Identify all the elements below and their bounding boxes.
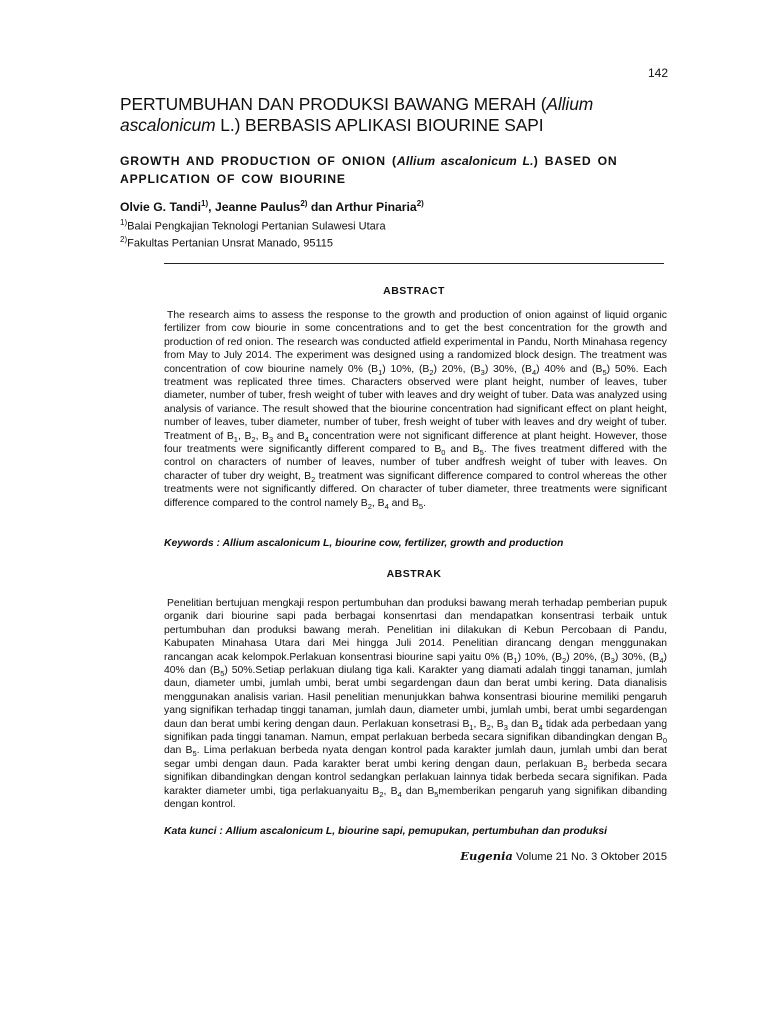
header-divider — [164, 263, 664, 264]
author-affil-mark: 2) — [300, 199, 308, 208]
affiliation-mark: 2) — [120, 235, 128, 244]
abstrak-heading: ABSTRAK — [386, 568, 442, 580]
page-number: 142 — [647, 66, 668, 80]
abstract-body: The research aims to assess the response to the growth and production of onion against of liquid organic fertilizer from cow biourie in some concentrations and to get the best concentration for the growth and production of red onion. The research was conducted atfield experimental in Pandu, North Minahasa regency from May to July 2014. The experiment was designed using a randomized block design. The treatment was concentration of cow biourine namely 0% $(B_1)$ 10%, $(B_2)$ 20%, $(B_3)$ 30%, $(B_4)$ 40% and $(B_5)$ 50%. Each treatment was replicated three times. Characters observed were plant height, number of leaves, tuber diameter, number of tuber, fresh weight of tuber with leaves and dry weight of tuber. Data was analyzed using analysis of variance. The result showed that the biourine concentration had significant effect on plant height, number of leaves, tuber diameter, number of tuber, fresh weight of tuber with leaves and dry weight of tuber. Treatment of $B_1$, $B_2$, $B_3$ and $B_4$ concentration were not significant difference at plant height. However, those four treatments were significantly different compared to $B_0$ and $B_5$. The fives treatment differed with the control on characters of number of leaves, number of tuber andfresh weight of tuber with leaves. On character of tuber dry weight, $B_2$ treatment was significant difference compared to control whereas the other treatments were not significantly differed. On character of tuber diameter, three treatments were significant difference compared to the control namely $B_2$, $B_4$ and $B_5$. — [164, 310, 667, 511]
title-id-post: L.) BERBASIS APLIKASI BIOURINE SAPI — [215, 115, 544, 135]
journal-name: Eugenia — [460, 849, 513, 863]
title-english — [120, 152, 680, 188]
author-list — [120, 199, 680, 214]
affiliation-text: Fakultas Pertanian Unsrat Manado, 95115 — [127, 237, 333, 250]
affiliation-mark: 1) — [120, 218, 128, 227]
title-id-scientific-name: Allium ascalonicum — [120, 94, 594, 135]
author-name: Jeanne Paulus — [214, 200, 301, 215]
title-id-pre: PERTUMBUHAN DAN PRODUKSI BAWANG MERAH ( — [120, 94, 547, 114]
journal-footer — [400, 849, 667, 863]
journal-citation: Volume 21 No. 3 Oktober 2015 — [512, 851, 667, 863]
author-affil-mark: 2) — [416, 199, 424, 208]
abstrak-keywords: Kata kunci : Allium ascalonicum L, biourine sapi, pemupukan, pertumbuhan dan produksi — [164, 826, 608, 837]
affiliation-2 — [120, 233, 333, 251]
author-affil-mark: 1) — [201, 199, 209, 208]
author-name: Arthur Pinaria — [335, 200, 417, 215]
abstrak-body: Penelitian bertujuan mengkaji respon pertumbuhan dan produksi bawang merah terhadap pemberian pupuk organik dari biourine sapi pada berbagai konsenrtasi dan mendapatkan konsentrasi terbaik untuk pertumbuhan dan produksi bawang merah. Penelitian ini dilakukan di Kebun Percobaan di Pandu, Kabupaten Minahasa Utara dari Mei hingga Juli 2014. Penelitian dirancang dengan menggunakan rancangan acak kelompok.Perlakuan konsentrasi biourine sapi yaitu 0% $(B_1)$ 10%, $(B_2)$ 20%, $(B_3)$ 30%, $(B_4)$ 40% dan $(B_5)$ 50%.Setiap perlakuan diulang tiga kali. Karakter yang diamati adalah tinggi tanaman, jumlah daun, diameter umbi, jumlah umbi, berat umbi segardengan daun dan berat umbi kering. Data dianalisis menggunakan analisis varian. Hasil penelitian menunjukkan bahwa konsentrasi biourine memiliki pengaruh yang signifikan terhadap tinggi tanaman, jumlah daun, diameter umbi, jumlah umbi, berat umbi segardengan daun dan berat umbi kering dengan daun. Perlakuan konsetrasi $B_1$, $B_2$, $B_3$ dan $B_4$ tidak ada perbedaan yang signifikan pada tinggi tanaman. Namun, empat perlakuan berbeda secara signifikan dibandingkan dengan $B_0$ dan $B_5$. Lima perlakuan berbeda nyata dengan kontrol pada karakter jumlah daun, jumlah umbi dan berat segar umbi dengan daun. Pada karakter berat umbi kering dengan daun, perlakuan $B_2$ berbeda secara signifikan dibandingkan dengan kontrol sedangkan perlakuan lainnya tidak berbeda secara signifikan. Pada karakter diameter umbi, tiga perlakuanyaitu $B_2$, $B_4$ dan $B_5memberikan$ pengaruh yang signifikan dibanding dengan kontrol. — [164, 598, 667, 811]
abstract-keywords: Keywords : Allium ascalonicum L, biourine cow, fertilizer, growth and production — [164, 538, 564, 549]
title-en-scientific-name: Allium ascalonicum L. — [396, 154, 534, 168]
title-en-pre: GROWTH AND PRODUCTION OF ONION ( — [120, 154, 397, 168]
title-indonesian — [120, 94, 680, 136]
abstract-heading: ABSTRACT — [383, 285, 445, 297]
title-en-post: ) BASED ON APPLICATION OF COW BIOURINE — [120, 154, 618, 186]
author-separator: dan — [307, 200, 336, 215]
affiliation-text: Balai Pengkajian Teknologi Pertanian Sulawesi Utara — [127, 220, 386, 233]
author-separator: , — [208, 200, 215, 215]
affiliation-1 — [120, 216, 386, 234]
author-name: Olvie G. Tandi — [120, 200, 202, 215]
